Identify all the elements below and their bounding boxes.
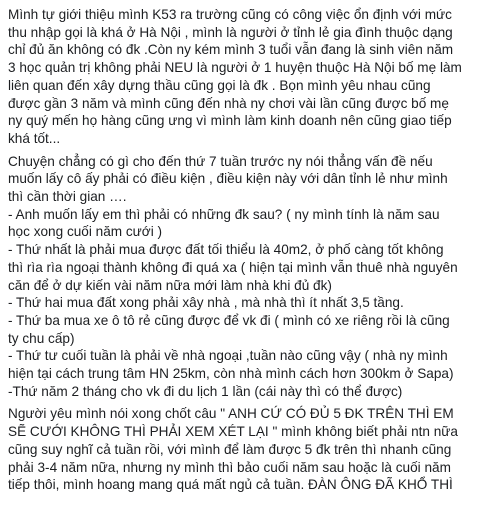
post-text-line: căn để ở dự kiến vài năm nữa mới làm nhà khi đủ đk) (8, 277, 332, 293)
post-text-line: thì cần thời gian …. (8, 189, 127, 205)
post-paragraph-conditions (8, 153, 492, 401)
post-text-line: - Thứ tư cuối tuần là phải về nhà ngoại ,tuần nào cũng vậy ( nhà ny mình (8, 348, 448, 364)
post-text-line: ny quý mến họ hàng cũng ưng vì mình làm kinh doanh nên cũng giao tiếp (8, 113, 452, 129)
post-text-line: học xong cuối năm cưới ) (8, 224, 163, 240)
post-text-line: liên quan đến xây dựng thầu cũng gọi là đk . Bọn mình yêu nhau cũng (8, 77, 431, 93)
post-text-line: -Thứ năm 2 tháng cho vk đi du lịch 1 lần (cái này thì có thể được) (8, 383, 403, 399)
post-text-line: - Thứ nhất là phải mua được đất tối thiểu là 40m2, ở phố càng tốt không (8, 242, 444, 258)
post-paragraph-conclusion (8, 405, 492, 494)
post-text-line: - Thứ hai mua đất xong phải xây nhà , mà nhà thì ít nhất 3,5 tầng. (8, 295, 404, 311)
post-text-line: - Thứ ba mua xe ô tô rẻ cũng được để vk đi ( mình có xe riêng rồi là cũng (8, 312, 450, 328)
post-text-line: được gần 3 năm và mình cũng đến nhà ny chơi vài lần cũng được bố mẹ (8, 95, 449, 111)
post-text-line: Mình tự giới thiệu mình K53 ra trường cũng có công việc ổn định với mức (8, 7, 452, 22)
post-text-line: SẼ CƯỚI KHÔNG THÌ PHẢI XEM XÉT LẠI " mình không biết phải ntn nữa (8, 424, 458, 440)
post-text-line: ty chu cấp) (8, 330, 75, 346)
post-text-line: thì rìa rìa ngoại thành không đi quá xa ( hiện tại mình vẫn thuê nhà nguyên (8, 259, 458, 275)
post-text-line: muốn lấy cô ấy phải có điều kiện , điều kiện này với dân tỉnh lẻ như mình (8, 171, 448, 187)
post-text-line: tiếp thôi, mình hoang mang quá mất ngủ cả tuần. ĐÀN ÔNG ĐÃ KHỔ THÌ (8, 477, 453, 493)
post-text-line: Người yêu mình nói xong chốt câu " ANH CỨ CÓ ĐỦ 5 ĐK TRÊN THÌ EM (8, 406, 454, 422)
post-text-line: phải 3-4 năm nữa, nhưng ny mình thì bảo cuối năm sau hoặc là cuối năm (8, 459, 451, 475)
post-text-line: thu nhập gọi là khá ở Hà Nội , mình là người ở tỉnh lẻ gia đình thuộc dạng (8, 24, 453, 40)
post-text-line: chỉ đủ ăn không có đk .Còn ny kém mình 3 tuổi vẫn đang là sinh viên năm (8, 42, 454, 58)
post-paragraph-intro (8, 6, 492, 148)
post-text-line: 3 học quản trị không phải NEU là người ở 1 huyện thuộc Hà Nội bố mẹ làm (8, 60, 462, 76)
post-text-line: khá tốt... (8, 130, 61, 146)
post-text-line: cũng suy nghĩ cả tuần rồi, với mình để làm được 5 đk trên thì nhanh cũng (8, 441, 452, 457)
post-text-line: hiện tại cách trung tâm HN 25km, còn nhà mình cách hơn 300km ở Sapa) (8, 366, 454, 382)
post-text-line: Chuyện chẳng có gì cho đến thứ 7 tuần trước ny nói thẳng vấn đề nếu (8, 153, 433, 169)
post-text-line: - Anh muốn lấy em thì phải có những đk sau? ( ny mình tính là năm sau (8, 206, 440, 222)
